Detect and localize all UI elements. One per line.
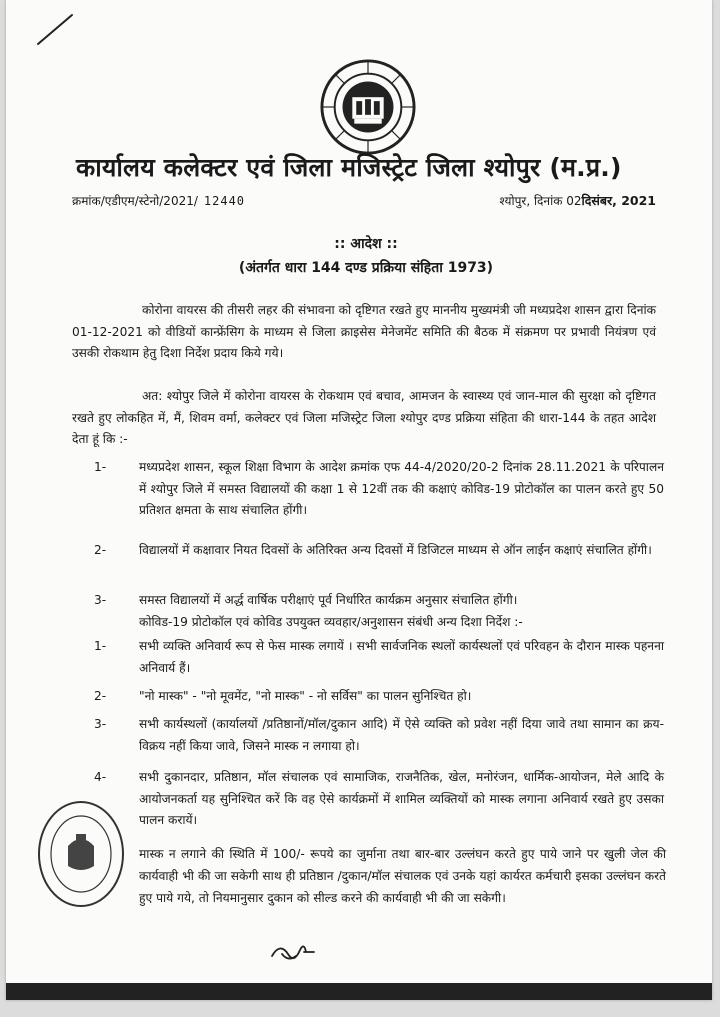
order-heading: :: आदेश ::: [334, 236, 398, 252]
order-paragraph: अत: श्योपुर जिले में कोरोना वायरस के रोकथाम एवं बचाव, आमजन के स्वास्थ्य एवं जान-माल की सुरक्षा को दृष्टिगत रखते हुए लोकहित में, मैं, शिवम वर्मा, कलेक्टर एवं जिला मजिस्ट्रेट जिला श्योपुर दण्ड प्रक्रिया संहिता की धारा-144 के तहत आदेश देता हूं कि :-: [72, 389, 656, 446]
item-text: समस्त विद्यालयों में अर्द्ध वार्षिक परीक्षाएं पूर्व निर्धारित कार्यक्रम अनुसार संचालित होंगी।: [139, 593, 518, 607]
reference-label: क्रमांक/एडीएम/स्टेनो/2021/: [72, 194, 198, 208]
place-date: [499, 192, 656, 209]
item-text: सभी दुकानदार, प्रतिष्ठान, मॉल संचालक एवं सामाजिक, राजनैतिक, खेल, मनोरंजन, धार्मिक-आयोजन, मेले आदि के आयोजनकर्ता यह सुनिश्चित करें कि वह ऐसे कार्यक्रमों में शामिल व्यक्तियों को मास्क लगाना अनिवार्य रखते हुए उसका पालन करायें।: [139, 770, 664, 827]
item-number: 1-: [94, 639, 107, 653]
photo-edge-shadow: [6, 983, 712, 1000]
guideline-item: [94, 686, 664, 708]
mp-government-emblem: [319, 58, 417, 156]
item-text: विद्यालयों में कक्षावार नियत दिवसों के अतिरिक्त अन्य दिवसों में डिजिटल माध्यम से ऑन लाईन कक्षाएं संचालित होंगी।: [139, 543, 652, 557]
office-title: कार्यालय कलेक्टर एवं जिला मजिस्ट्रेट जिला श्योपुर (म.प्र.): [76, 153, 622, 182]
collector-office-stamp: [36, 798, 126, 910]
order-item: [94, 457, 664, 522]
guideline-item: [94, 714, 664, 757]
item-text: सभी कार्यस्थलों (कार्यालयों /प्रतिष्ठानों/मॉल/दुकान आदि) में ऐसे व्यक्ति को प्रवेश नहीं दिया जावे तथा सामान का क्रय-विक्रय नहीं किया जावे, जिसने मास्क न लगाया हो।: [139, 717, 664, 753]
item-number: 2-: [94, 689, 107, 703]
penalty-paragraph: मास्क न लगाने की स्थिति में 100/- रूपये का जुर्माना तथा बार-बार उल्लंघन करते हुए पाये जाने पर खुली जेल की कार्यवाही भी की जा सकेगी साथ ही प्रतिष्ठान /दुकान/मॉल संचालक एवं उनके यहां कार्यरत कर्मचारी इसका उल्लंघन करते हुए पाये गये, तो नियमानुसार दुकान को सील्ड करने की कार्यवाही भी की जा सकेगी।: [139, 847, 666, 905]
guideline-heading: कोविड-19 प्रोटोकॉल एवं कोविड उपयुक्त व्यवहार/अनुशासन संबंधी अन्य दिशा निर्देश :-: [139, 615, 523, 629]
item-number: 2-: [94, 543, 107, 557]
order-subheading: (अंतर्गत धारा 144 दण्ड प्रक्रिया संहिता 1973): [238, 260, 494, 276]
item-text: "नो मास्क" - "नो मूवमेंट, "नो मास्क" - नो सर्विस" का पालन सुनिश्चित हो।: [139, 689, 472, 703]
reference-line: [72, 192, 656, 209]
place-date-label: श्योपुर, दिनांक: [499, 194, 563, 208]
handwritten-reference-number: 12440: [203, 194, 246, 208]
item-text: मध्यप्रदेश शासन, स्कूल शिक्षा विभाग के आदेश क्रमांक एफ 44-4/2020/20-2 दिनांक 28.11.2021 के परिपालन में श्योपुर जिले में समस्त विद्यालयों की कक्षा 1 से 12वीं तक की कक्षाएं कोविड-19 प्रोटोकॉल का पालन करते हुए 50 प्रतिशत क्षमता के साथ संचालित होंगी।: [139, 460, 664, 517]
order-item: [94, 540, 664, 562]
item-number: 3-: [94, 593, 107, 607]
guideline-item: [94, 767, 664, 832]
date-month-year: दिसंबर, 2021: [581, 193, 656, 208]
item-number: 4-: [94, 770, 107, 784]
intro-paragraph: कोरोना वायरस की तीसरी लहर की संभावना को दृष्टिगत रखते हुए माननीय मुख्यमंत्री जी मध्यप्रदेश शासन द्वारा दिनांक 01-12-2021 को वीडियों कान्फ्रेंसिग के माध्यम से जिला क्राइसेस मेनेजमेंट समिति की बैठक में संक्रमण पर प्रभावी नियंत्रण एवं उसकी रोकथाम हेतु दिशा निर्देश प्रदाय किये गये।: [72, 303, 656, 360]
guideline-item: [94, 636, 664, 679]
document-page: [6, 0, 712, 1000]
item-text: सभी व्यक्ति अनिवार्य रूप से फेस मास्क लगायें । सभी सार्वजनिक स्थलों कार्यस्थलों एवं परिवहन के दौरान मास्क पहनना अनिवार्य हैं।: [139, 639, 664, 675]
item-number: 1-: [94, 460, 107, 474]
handwritten-date-day: 02: [566, 194, 582, 208]
signature: [268, 938, 318, 968]
reference-number: [72, 192, 245, 209]
pen-slash-mark: [36, 12, 76, 46]
item-number: 3-: [94, 717, 107, 731]
order-item: [94, 590, 664, 612]
